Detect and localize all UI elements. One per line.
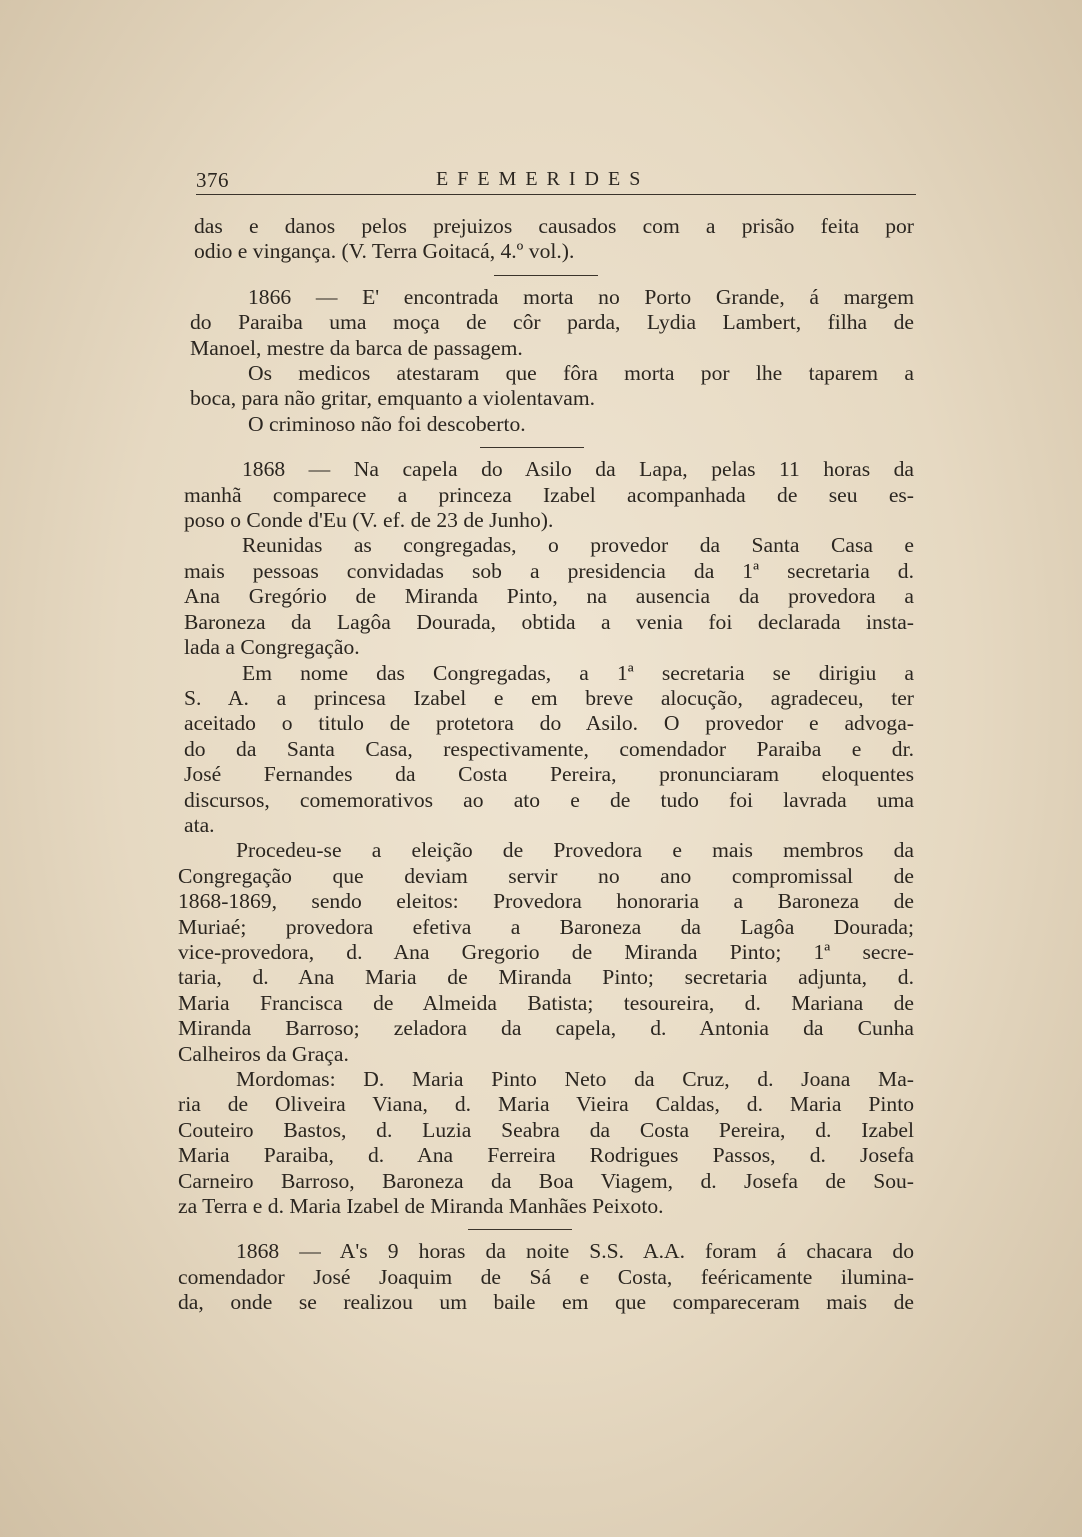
entry-1868-b-line: comendador José Joaquim de Sá e Costa, feéricamente ilumina- bbox=[178, 1264, 914, 1289]
entry-1866-line: 1866 — E' encontrada morta no Porto Grande, á margem bbox=[248, 284, 914, 309]
entry-1866-line: do Paraiba uma moça de côr parda, Lydia Lambert, filha de bbox=[190, 310, 914, 335]
entry-1868-line: Reunidas as congregadas, o provedor da Santa Casa e bbox=[242, 533, 914, 558]
entry-1868-line: Maria Paraiba, d. Ana Ferreira Rodrigues Passos, d. Josefa bbox=[178, 1143, 914, 1168]
entry-1868-line: Procedeu-se a eleição de Provedora e mais membros da bbox=[236, 838, 914, 863]
entry-1868-line: aceitado o titulo de protetora do Asilo. O provedor e advoga- bbox=[184, 711, 914, 736]
entry-1868-line: mais pessoas convidadas sob a presidencia da 1ª secretaria d. bbox=[184, 558, 914, 583]
section-separator bbox=[494, 275, 598, 276]
entry-1868-line: José Fernandes da Costa Pereira, pronunciaram eloquentes bbox=[184, 762, 914, 787]
entry-1868-line: Mordomas: D. Maria Pinto Neto da Cruz, d. Joana Ma- bbox=[236, 1067, 914, 1091]
entry-1868-line: S. A. a princesa Izabel e em breve alocução, agradeceu, ter bbox=[184, 685, 914, 710]
entry-1868-line: Couteiro Bastos, d. Luzia Seabra da Costa Pereira, d. Izabel bbox=[178, 1117, 914, 1142]
entry-1868-b-line: 1868 — A's 9 horas da noite S.S. A.A. foram á chacara do bbox=[236, 1239, 914, 1264]
entry-1868-line: 1868 — Na capela do Asilo da Lapa, pelas 11 horas da bbox=[242, 457, 914, 482]
entry-1868-line: Em nome das Congregadas, a 1ª secretaria se dirigiu a bbox=[242, 660, 914, 685]
text-line: odio e vingança. (V. Terra Goitacá, 4.º vol.). bbox=[194, 239, 575, 264]
entry-1868-line: ata. bbox=[184, 812, 215, 837]
entry-1868-line: Congregação que deviam servir no ano compromissal de bbox=[178, 863, 914, 888]
section-separator bbox=[468, 1229, 572, 1230]
entry-1868-line: Calheiros da Graça. bbox=[178, 1041, 349, 1066]
body-text bbox=[178, 214, 914, 1316]
text-line: das e danos pelos prejuizos causados com a prisão feita por bbox=[194, 214, 914, 238]
entry-1868-line: vice-provedora, d. Ana Gregorio de Miranda Pinto; 1ª secre- bbox=[178, 939, 914, 964]
section-separator bbox=[480, 447, 584, 448]
entry-1868-line: lada a Congregação. bbox=[184, 635, 360, 660]
entry-1868-line: Muriaé; provedora efetiva a Baroneza da Lagôa Dourada; bbox=[178, 914, 914, 939]
entry-1868-line: manhã comparece a princeza Izabel acompanhada de seu es- bbox=[184, 482, 914, 507]
entry-1868-line: taria, d. Ana Maria de Miranda Pinto; secretaria adjunta, d. bbox=[178, 965, 914, 990]
entry-1868-line: discursos, comemorativos ao ato e de tudo foi lavrada uma bbox=[184, 787, 914, 812]
page-header bbox=[196, 168, 916, 195]
entry-1868-line: Maria Francisca de Almeida Batista; tesoureira, d. Mariana de bbox=[178, 990, 914, 1015]
running-head: EFEMERIDES bbox=[436, 168, 650, 190]
entry-1868-line: Miranda Barroso; zeladora da capela, d. Antonia da Cunha bbox=[178, 1016, 914, 1041]
entry-1866-line: Os medicos atestaram que fôra morta por lhe taparem a bbox=[248, 361, 914, 386]
entry-1868-line: ria de Oliveira Viana, d. Maria Vieira Caldas, d. Maria Pinto bbox=[178, 1092, 914, 1117]
entry-1868-line: 1868-1869, sendo eleitos: Provedora honoraria a Baroneza de bbox=[178, 889, 914, 914]
entry-1868-line: Baroneza da Lagôa Dourada, obtida a venia foi declarada insta- bbox=[184, 609, 914, 634]
entry-1866-line: boca, para não gritar, emquanto a violentavam. bbox=[190, 386, 596, 411]
entry-1868-line: poso o Conde d'Eu (V. ef. de 23 de Junho). bbox=[184, 508, 554, 533]
entry-1866-line: O criminoso não foi descoberto. bbox=[248, 411, 526, 436]
entry-1868-line: Carneiro Barroso, Baroneza da Boa Viagem, d. Josefa de Sou- bbox=[178, 1168, 914, 1193]
entry-1868-line: Ana Gregório de Miranda Pinto, na ausencia da provedora a bbox=[184, 584, 914, 609]
entry-1868-line: za Terra e d. Maria Izabel de Miranda Manhães Peixoto. bbox=[178, 1194, 664, 1219]
entry-1868-b-line: da, onde se realizou um baile em que compareceram mais de bbox=[178, 1290, 914, 1315]
page-number: 376 bbox=[196, 168, 229, 192]
entry-1868-line: do da Santa Casa, respectivamente, comendador Paraiba e dr. bbox=[184, 736, 914, 761]
entry-1866-line: Manoel, mestre da barca de passagem. bbox=[190, 335, 523, 360]
